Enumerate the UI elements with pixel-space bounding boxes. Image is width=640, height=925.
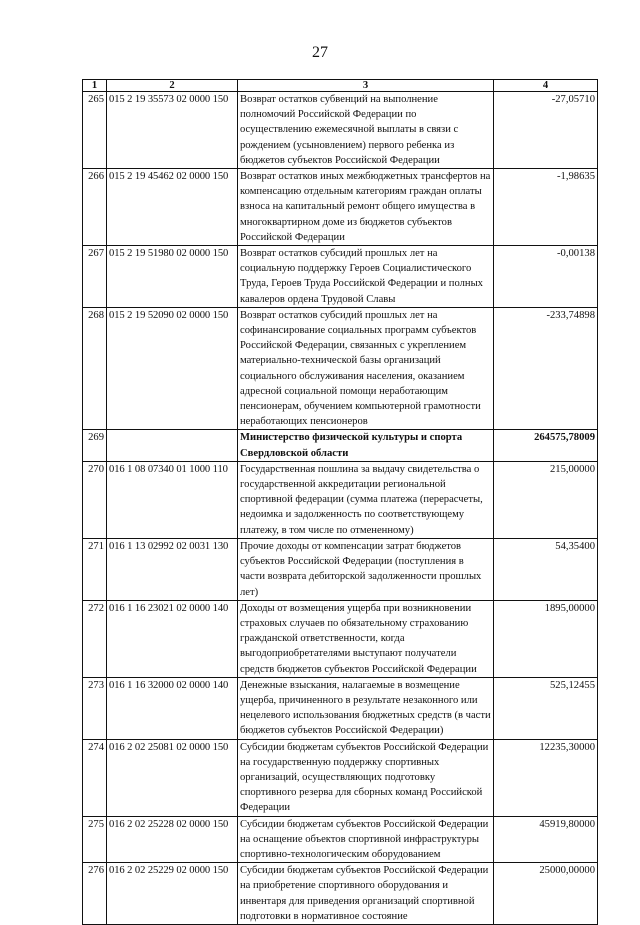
- amount-value: 215,00000: [494, 461, 598, 538]
- table-row: [83, 600, 598, 677]
- income-description: Возврат остатков иных межбюджетных трансфертов на компенсацию отдельным категориям граждан оплаты взноса на капитальный ремонт общего имущества в многоквартирном доме из бюджетов субъектов Российской Федерации: [238, 169, 494, 246]
- income-description: Субсидии бюджетам субъектов Российской Федерации на оснащение объектов спортивной инфраструктуры спортивно-технологическим оборудованием: [238, 816, 494, 863]
- table-row: [83, 863, 598, 925]
- row-number: 274: [83, 739, 107, 816]
- table-row: [83, 307, 598, 430]
- row-number: 271: [83, 538, 107, 600]
- budget-code: 016 2 02 25081 02 0000 150: [107, 739, 238, 816]
- income-description: Денежные взыскания, налагаемые в возмещение ущерба, причиненного в результате незаконного или нецелевого использования бюджетных средств (в части бюджетов субъектов Российской Федерации): [238, 677, 494, 739]
- row-number: 273: [83, 677, 107, 739]
- table-row: [83, 430, 598, 461]
- amount-value: -1,98635: [494, 169, 598, 246]
- row-number: 267: [83, 246, 107, 308]
- row-number: 270: [83, 461, 107, 538]
- budget-code: 016 1 16 23021 02 0000 140: [107, 600, 238, 677]
- page-number: 27: [312, 44, 328, 61]
- table-row: [83, 246, 598, 308]
- row-number: 272: [83, 600, 107, 677]
- income-description: Субсидии бюджетам субъектов Российской Федерации на государственную поддержку спортивных организаций, осуществляющих подготовку спортивного резерва для сборных команд Российской Федерации: [238, 739, 494, 816]
- table-body: [83, 92, 598, 925]
- income-description: Государственная пошлина за выдачу свидетельства о государственной аккредитации региональной спортивной федерации (сумма платежа (перерасчеты, недоимка и задолженность по соответствующему платежу, в том числе по отмененному): [238, 461, 494, 538]
- amount-value: 264575,78009: [494, 430, 598, 461]
- row-number: 269: [83, 430, 107, 461]
- amount-value: 525,12455: [494, 677, 598, 739]
- header-col-description: 3: [238, 80, 494, 92]
- income-description: Доходы от возмещения ущерба при возникновении страховых случаев по обязательному страхованию гражданской ответственности, когда выгодоприобретателями выступают получатели средств бюджетов субъектов Российской Федерации: [238, 600, 494, 677]
- table-row: [83, 538, 598, 600]
- budget-code: 016 1 16 32000 02 0000 140: [107, 677, 238, 739]
- amount-value: 1895,00000: [494, 600, 598, 677]
- amount-value: 25000,00000: [494, 863, 598, 925]
- income-description: Прочие доходы от компенсации затрат бюджетов субъектов Российской Федерации (поступления в части возврата дебиторской задолженности прошлых лет): [238, 538, 494, 600]
- amount-value: -233,74898: [494, 307, 598, 430]
- income-description: Возврат остатков субсидий прошлых лет на софинансирование социальных программ субъектов Российской Федерации, связанных с укреплением материально-технической базы организаций социального обслуживания населения, оказанием адресной социальной помощи неработающим пенсионерам, обучением компьютерной грамотности неработающих пенсионеров: [238, 307, 494, 430]
- header-col-amount: 4: [494, 80, 598, 92]
- income-description: Возврат остатков субвенций на выполнение полномочий Российской Федерации по осуществлению ежемесячной выплаты в связи с рождением (усыновлением) первого ребенка из бюджетов субъектов Российской Федерации: [238, 92, 494, 169]
- table-row: [83, 169, 598, 246]
- table-row: [83, 461, 598, 538]
- budget-code: [107, 430, 238, 461]
- table-row: [83, 739, 598, 816]
- budget-code: 016 1 08 07340 01 1000 110: [107, 461, 238, 538]
- budget-code: 015 2 19 51980 02 0000 150: [107, 246, 238, 308]
- amount-value: -0,00138: [494, 246, 598, 308]
- header-col-number: 1: [83, 80, 107, 92]
- table-row: [83, 677, 598, 739]
- table-header-row: [83, 80, 598, 92]
- income-description: Возврат остатков субсидий прошлых лет на социальную поддержку Героев Социалистического Труда, Героев Труда Российской Федерации и полных кавалеров ордена Трудовой Славы: [238, 246, 494, 308]
- row-number: 276: [83, 863, 107, 925]
- income-description: Министерство физической культуры и спорта Свердловской области: [238, 430, 494, 461]
- budget-code: 015 2 19 35573 02 0000 150: [107, 92, 238, 169]
- row-number: 266: [83, 169, 107, 246]
- amount-value: -27,05710: [494, 92, 598, 169]
- budget-code: 016 1 13 02992 02 0031 130: [107, 538, 238, 600]
- amount-value: 12235,30000: [494, 739, 598, 816]
- budget-code: 016 2 02 25229 02 0000 150: [107, 863, 238, 925]
- row-number: 275: [83, 816, 107, 863]
- table-row: [83, 816, 598, 863]
- table-row: [83, 92, 598, 169]
- budget-code: 015 2 19 45462 02 0000 150: [107, 169, 238, 246]
- budget-code: 015 2 19 52090 02 0000 150: [107, 307, 238, 430]
- income-description: Субсидии бюджетам субъектов Российской Федерации на приобретение спортивного оборудования и инвентаря для приведения организаций спортивной подготовки в нормативное состояние: [238, 863, 494, 925]
- amount-value: 54,35400: [494, 538, 598, 600]
- row-number: 268: [83, 307, 107, 430]
- budget-code: 016 2 02 25228 02 0000 150: [107, 816, 238, 863]
- header-col-code: 2: [107, 80, 238, 92]
- budget-table: [82, 79, 598, 925]
- amount-value: 45919,80000: [494, 816, 598, 863]
- row-number: 265: [83, 92, 107, 169]
